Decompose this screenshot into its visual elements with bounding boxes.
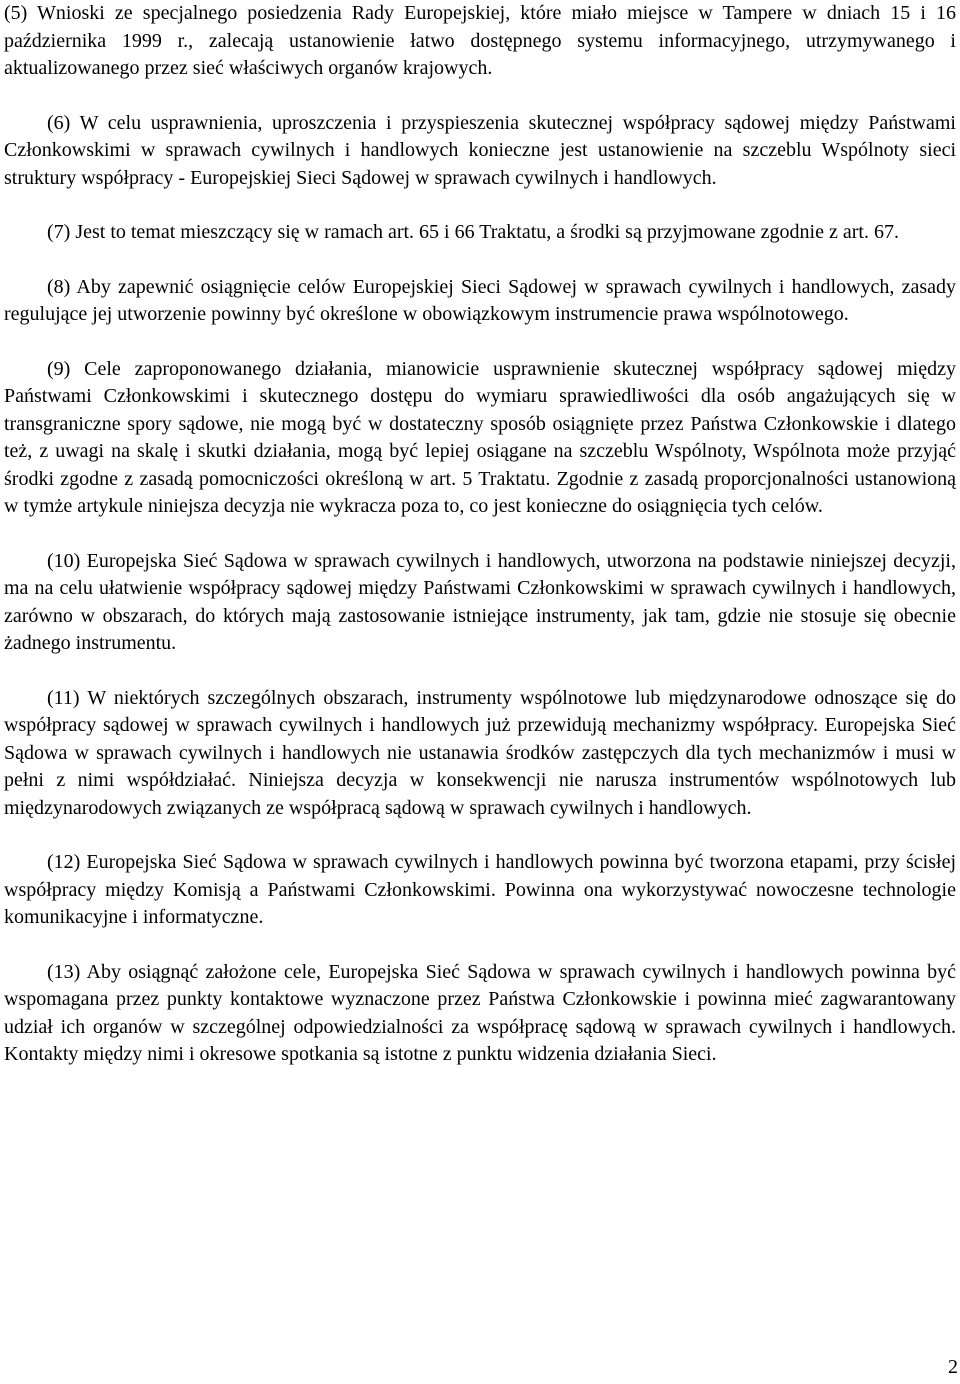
- document-page: [4, 0, 956, 1384]
- paragraph-13: (13) Aby osiągnąć założone cele, Europejska Sieć Sądowa w sprawach cywilnych i handlowych powinna być wspomagana przez punkty kontaktowe wyznaczone przez Państwa Członkowskie i powinna mieć zagwarantowany udział ich organów w szczególnej odpowiedzialności za współpracę sądową w sprawach cywilnych i handlowych. Kontakty między nimi i okresowe spotkania są istotne z punktu widzenia działania Sieci.: [4, 960, 956, 1065]
- paragraph-12: (12) Europejska Sieć Sądowa w sprawach cywilnych i handlowych powinna być tworzona etapami, przy ścisłej współpracy między Komisją a Państwami Członkowskimi. Powinna ona wykorzystywać nowoczesne technologie komunikacyjne i informatyczne.: [4, 851, 956, 928]
- page-number: 2: [948, 1356, 958, 1378]
- paragraph-7: (7) Jest to temat mieszczący się w ramach art. 65 i 66 Traktatu, a środki są przyjmowane zgodnie z art. 67.: [47, 221, 899, 243]
- paragraph-9: (9) Cele zaproponowanego działania, mianowicie usprawnienie skutecznej współpracy sądowej między Państwami Członkowskimi i skutecznego dostępu do wymiaru sprawiedliwości dla osób angażujących się w transgraniczne spory sądowe, nie mogą być w dostateczny sposób osiągnięte przez Państwa Członkowskie i dlatego też, z uwagi na skalę i skutki działania, mogą być lepiej osiągane na szczeblu Wspólnoty, Wspólnota może przyjąć środki zgodne z zasadą pomocniczości określoną w art. 5 Traktatu. Zgodnie z zasadą proporcjonalności ustanowioną w tymże artykule niniejsza decyzja nie wykracza poza to, co jest konieczne do osiągnięcia tych celów.: [4, 357, 956, 517]
- paragraph-11: (11) W niektórych szczególnych obszarach, instrumenty wspólnotowe lub międzynarodowe odnoszące się do współpracy sądowej w sprawach cywilnych i handlowych już przewidują mechanizmy współpracy. Europejska Sieć Sądowa w sprawach cywilnych i handlowych nie ustanawia środków zastępczych dla tych mechanizmów i musi w pełni z nimi współdziałać. Niniejsza decyzja w konsekwencji nie narusza instrumentów wspólnotowych lub międzynarodowych związanych ze współpracą sądową w sprawach cywilnych i handlowych.: [4, 686, 956, 819]
- paragraph-8: (8) Aby zapewnić osiągnięcie celów Europejskiej Sieci Sądowej w sprawach cywilnych i handlowych, zasady regulujące jej utworzenie powinny być określone w obowiązkowym instrumencie prawa wspólnotowego.: [4, 275, 956, 325]
- paragraph-10: (10) Europejska Sieć Sądowa w sprawach cywilnych i handlowych, utworzona na podstawie niniejszej decyzji, ma na celu ułatwienie współpracy sądowej między Państwami Członkowskimi w sprawach cywilnych i handlowych, zarówno w obszarach, do których mają zastosowanie istniejące instrumenty, jak tam, gdzie nie stosuje się obecnie żadnego instrumentu.: [4, 549, 956, 654]
- paragraph-5: (5) Wnioski ze specjalnego posiedzenia Rady Europejskiej, które miało miejsce w Tampere w dniach 15 i 16 października 1999 r., zalecają ustanowienie łatwo dostępnego systemu informacyjnego, utrzymywanego i aktualizowanego przez sieć właściwych organów krajowych.: [4, 2, 956, 79]
- paragraph-6: (6) W celu usprawnienia, uproszczenia i przyspieszenia skutecznej współpracy sądowej między Państwami Członkowskimi w sprawach cywilnych i handlowych konieczne jest ustanowienie na szczeblu Wspólnoty sieci struktury współpracy - Europejskiej Sieci Sądowej w sprawach cywilnych i handlowych.: [4, 111, 956, 189]
